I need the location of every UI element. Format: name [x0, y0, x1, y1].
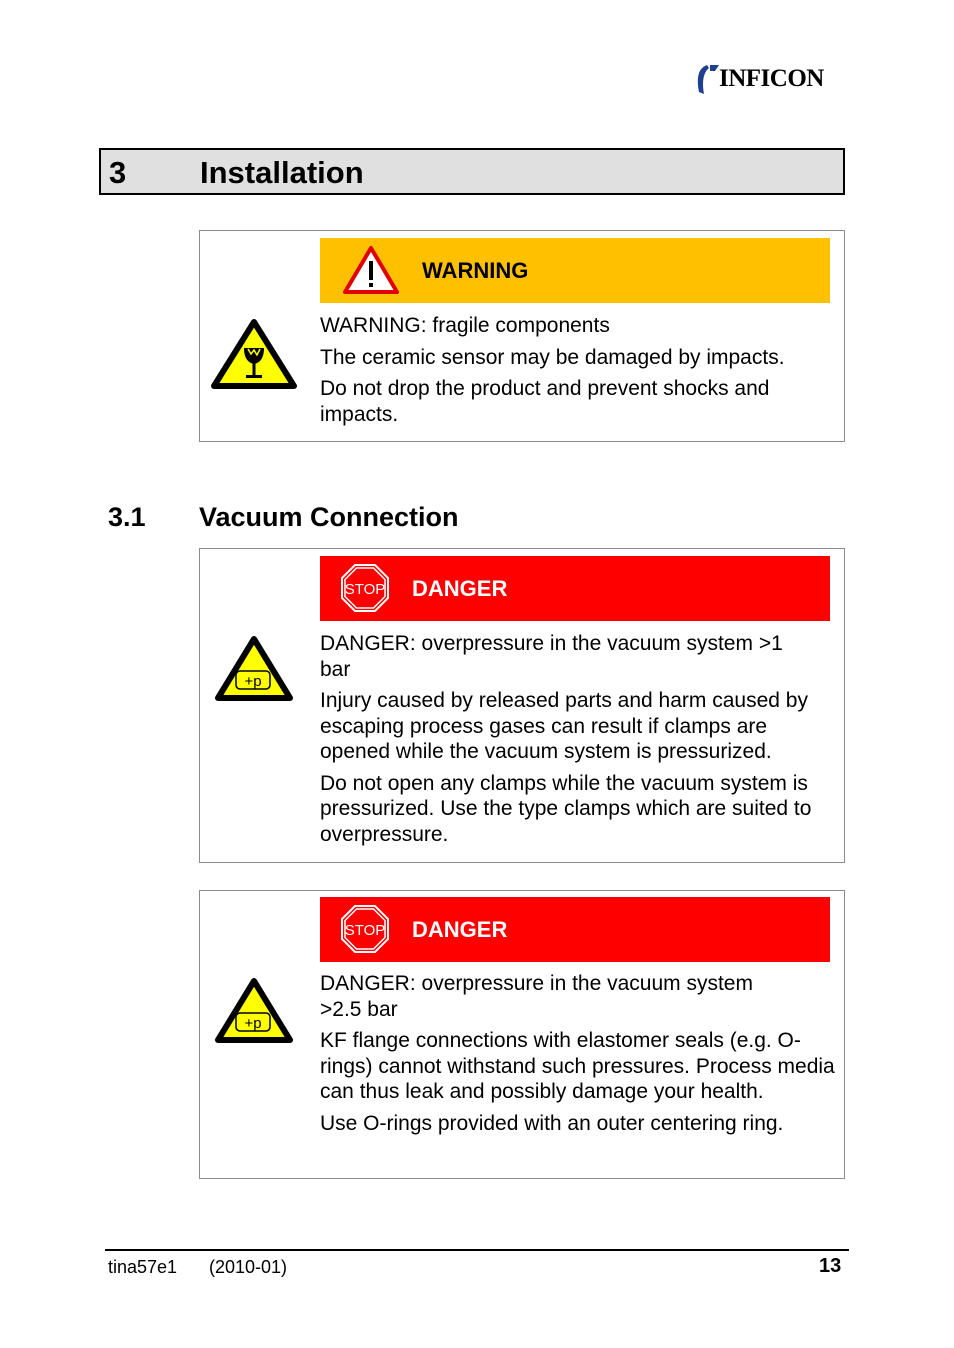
warning-triangle-icon: [342, 245, 400, 295]
warning-text: [320, 313, 835, 433]
svg-text:STOP: STOP: [344, 581, 386, 598]
stop-sign-icon: [340, 563, 390, 613]
danger-paragraph: KF flange connections with elastomer seals (e.g. O-rings) cannot withstand such pressures. Process media can thus leak and possibly damage your health.: [320, 1029, 835, 1103]
danger-paragraph: DANGER: overpressure in the vacuum system >2.5 bar: [320, 972, 753, 1021]
warning-signal-word: WARNING: [422, 258, 529, 283]
footer-date: (2010-01): [209, 1257, 288, 1277]
danger-paragraph: Use O-rings provided with an outer centering ring.: [320, 1111, 784, 1135]
warning-paragraph: The ceramic sensor may be damaged by impacts.: [320, 345, 785, 369]
stop-sign-icon: [340, 904, 390, 954]
section-title: Vacuum Connection: [199, 502, 459, 532]
danger-text: [320, 971, 835, 1142]
svg-text:STOP: STOP: [344, 922, 386, 939]
danger-signal-word: DANGER: [412, 576, 508, 601]
danger-signal-bar: [320, 556, 830, 621]
danger-paragraph: Do not open any clamps while the vacuum system is pressurized. Use the type clamps which are suited to overpressure.: [320, 771, 812, 846]
warning-box: [199, 230, 845, 442]
warning-signal-bar: [320, 238, 830, 303]
danger-signal-word: DANGER: [412, 917, 508, 942]
footer-rule: [105, 1249, 849, 1251]
overpressure-icon: [214, 635, 294, 703]
inficon-logo: [693, 62, 848, 96]
chapter-heading-bar: [99, 148, 845, 195]
danger-box-2: [199, 890, 845, 1179]
overpressure-icon: [214, 977, 294, 1045]
page-number: 13: [819, 1255, 842, 1277]
footer-doc-id: tina57e1: [108, 1257, 178, 1277]
danger-signal-bar: [320, 897, 830, 962]
danger-text: [320, 631, 835, 853]
danger-box-1: [199, 548, 845, 863]
danger-paragraph: Injury caused by released parts and harm caused by escaping process gases can result if clamps are opened while the vacuum system is pressurized.: [320, 689, 808, 763]
logo-text: INFICON: [719, 65, 824, 92]
svg-text:+p: +p: [244, 673, 262, 690]
section-number: 3.1: [108, 502, 146, 532]
svg-text:+p: +p: [244, 1015, 262, 1032]
chapter-number: 3: [109, 155, 127, 190]
chapter-title: Installation: [200, 155, 364, 190]
fragile-glass-icon: [210, 318, 298, 390]
danger-paragraph: DANGER: overpressure in the vacuum system >1 bar: [320, 632, 783, 681]
warning-paragraph: WARNING: fragile components: [320, 314, 610, 337]
warning-paragraph: Do not drop the product and prevent shocks and impacts.: [320, 377, 770, 426]
